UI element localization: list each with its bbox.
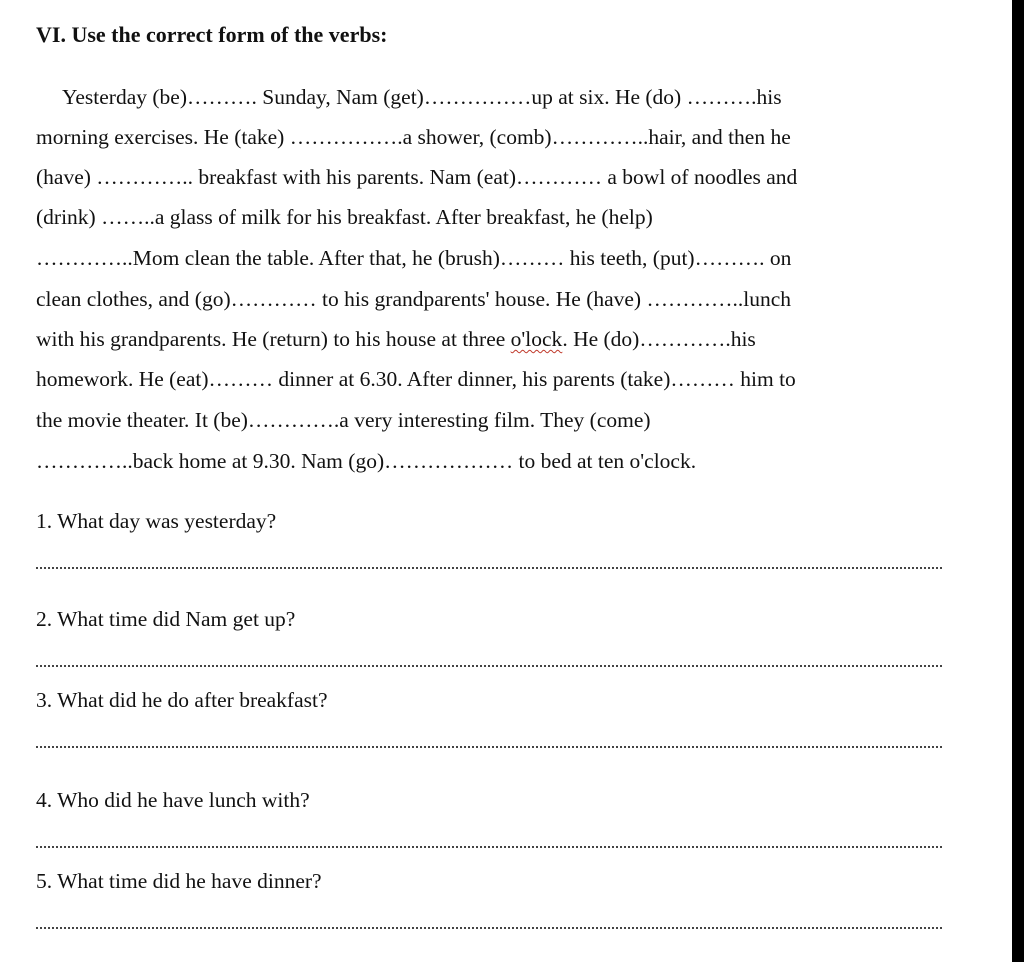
answer-line-5[interactable] (36, 927, 942, 929)
passage-line-2: morning exercises. He (take) …………….a shower, (comb)…………..hair, and then he (36, 125, 791, 149)
passage-line-9: the movie theater. It (be)………….a very interesting film. They (come) (36, 408, 651, 432)
answer-line-1[interactable] (36, 567, 942, 569)
passage-line-3: (have) ………….. breakfast with his parents. Nam (eat)………… a bowl of noodles and (36, 165, 798, 189)
passage-line-7-start: with his grandparents. He (return) to his house at three (36, 327, 511, 351)
question-5: 5. What time did he have dinner? (36, 869, 322, 893)
answer-line-4[interactable] (36, 846, 942, 848)
question-1: 1. What day was yesterday? (36, 509, 277, 533)
passage-line-10: …………..back home at 9.30. Nam (go)……………… to bed at ten o'clock. (36, 449, 697, 473)
passage-line-4: (drink) ……..a glass of milk for his breakfast. After breakfast, he (help) (36, 205, 653, 229)
answer-line-3[interactable] (36, 746, 942, 748)
passage-line-6: clean clothes, and (go)………… to his grandparents' house. He (have) …………..lunch (36, 287, 791, 311)
question-2: 2. What time did Nam get up? (36, 607, 296, 631)
question-3: 3. What did he do after breakfast? (36, 688, 328, 712)
passage-line-5: …………..Mom clean the table. After that, he (brush)……… his teeth, (put)………. on (36, 246, 792, 270)
passage-line-8: homework. He (eat)……… dinner at 6.30. After dinner, his parents (take)……… him to (36, 367, 796, 391)
question-4: 4. Who did he have lunch with? (36, 788, 310, 812)
passage-line-1: Yesterday (be)………. Sunday, Nam (get)……………up at six. He (do) ……….his (62, 85, 782, 109)
passage-line-7 (36, 324, 756, 354)
exercise-title: VI. Use the correct form of the verbs: (36, 22, 388, 47)
passage-line-7-end: . He (do)………….his (562, 327, 756, 351)
screen-edge (1012, 0, 1024, 962)
misspelled-word: o'lock (510, 327, 563, 351)
answer-line-2[interactable] (36, 665, 942, 667)
